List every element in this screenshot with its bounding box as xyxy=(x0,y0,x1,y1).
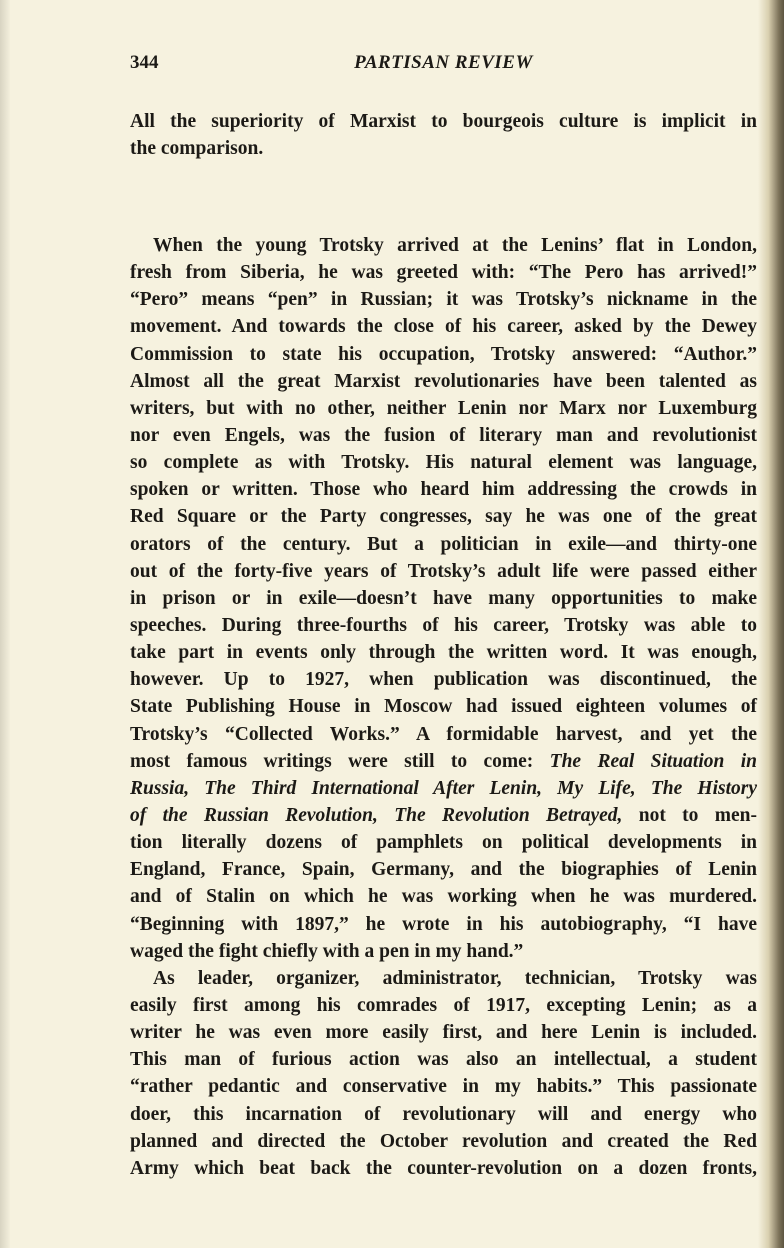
text-line xyxy=(130,612,757,639)
text-line xyxy=(130,259,757,286)
text-line xyxy=(130,368,757,395)
text-segment: nor even Engels, was the fusion of literary man and revolutionist xyxy=(130,424,757,446)
text-line xyxy=(130,992,757,1019)
text-line xyxy=(130,775,757,802)
text-segment: When the young Trotsky arrived at the Lenins’ flat in London, xyxy=(153,235,757,256)
text-line xyxy=(130,558,757,585)
text-segment: planned and directed the October revolution and created the Red xyxy=(130,1130,757,1152)
text-line xyxy=(130,503,757,530)
text-segment: take part in events only through the written word. It was enough, xyxy=(130,642,757,664)
page-binding-shadow xyxy=(758,0,784,1248)
italic-title-text: The Real Situation in xyxy=(549,750,757,772)
text-line xyxy=(130,721,757,748)
text-line xyxy=(130,395,757,422)
text-line xyxy=(130,1101,757,1128)
journal-title: PARTISAN REVIEW xyxy=(354,52,533,73)
text-line xyxy=(130,693,757,720)
text-segment: All the superiority of Marxist to bourgeois culture is implicit in xyxy=(130,111,757,132)
text-segment: the comparison. xyxy=(130,138,264,160)
text-segment: and of Stalin on which he was working when he was murdered. xyxy=(130,886,757,908)
text-segment: This man of furious action was also an intellectual, a student xyxy=(130,1049,757,1071)
text-segment: writer he was even more easily first, and here Lenin is included. xyxy=(130,1022,757,1044)
italic-title-text: of the Russian Revolution, The Revolution Betrayed, xyxy=(130,804,623,826)
text-line xyxy=(130,108,757,135)
text-line xyxy=(130,476,757,503)
text-line xyxy=(130,639,757,666)
text-segment: however. Up to 1927, when publication was discontinued, the xyxy=(130,669,757,691)
text-line xyxy=(130,666,757,693)
text-segment: out of the forty-five years of Trotsky’s adult life were passed either xyxy=(130,560,757,582)
text-segment: “rather pedantic and conservative in my habits.” This passionate xyxy=(130,1076,757,1098)
text-line xyxy=(130,965,757,992)
text-segment: Trotsky’s “Collected Works.” A formidable harvest, and yet the xyxy=(130,723,757,745)
text-segment: so complete as with Trotsky. His natural element was language, xyxy=(130,452,757,474)
text-segment: England, France, Spain, Germany, and the biographies of Lenin xyxy=(130,859,757,881)
text-line xyxy=(130,829,757,856)
text-line xyxy=(130,341,757,368)
text-segment: As leader, organizer, administrator, technician, Trotsky was xyxy=(153,967,757,989)
text-line xyxy=(130,585,757,612)
text-segment: in prison or in exile—doesn’t have many opportunities to make xyxy=(130,587,757,609)
text-segment: movement. And towards the close of his career, asked by the Dewey xyxy=(130,316,757,338)
text-line xyxy=(130,1155,757,1182)
text-segment: State Publishing House in Moscow had issued eighteen volumes of xyxy=(130,696,757,718)
text-line xyxy=(130,1073,757,1100)
text-line xyxy=(130,1046,757,1073)
text-line xyxy=(130,856,757,883)
text-line xyxy=(130,1128,757,1155)
text-segment: waged the fight chiefly with a pen in my hand.” xyxy=(130,940,524,962)
text-segment: “Pero” means “pen” in Russian; it was Trotsky’s nickname in the xyxy=(130,289,757,311)
intro-paragraph xyxy=(130,108,757,162)
text-line xyxy=(130,1019,757,1046)
text-line xyxy=(130,232,757,259)
text-segment: speeches. During three-fourths of his career, Trotsky was able to xyxy=(130,614,757,636)
text-segment: writers, but with no other, neither Lenin nor Marx nor Luxemburg xyxy=(130,397,757,419)
text-segment: most famous writings were still to come: xyxy=(130,750,550,772)
text-line xyxy=(130,286,757,313)
italic-title-text: Russia, The Third International After Lenin, My Life, The History xyxy=(130,777,757,799)
text-segment: Army which beat back the counter-revolution on a dozen fronts, xyxy=(130,1157,757,1179)
text-segment: doer, this incarnation of revolutionary will and energy who xyxy=(130,1103,757,1125)
text-line xyxy=(130,883,757,910)
text-segment: easily first among his comrades of 1917, excepting Lenin; as a xyxy=(130,994,757,1016)
text-line xyxy=(130,135,757,162)
text-segment: spoken or written. Those who heard him addressing the crowds in xyxy=(130,479,757,501)
text-segment: Commission to state his occupation, Trotsky answered: “Author.” xyxy=(130,343,757,365)
text-line xyxy=(130,911,757,938)
text-line xyxy=(130,748,757,775)
text-segment: Red Square or the Party congresses, say he was one of the great xyxy=(130,506,757,528)
text-line xyxy=(130,449,757,476)
text-segment: not to men- xyxy=(622,804,757,826)
text-segment: fresh from Siberia, he was greeted with: “The Pero has arrived!” xyxy=(130,262,757,284)
text-line xyxy=(130,313,757,340)
running-header xyxy=(130,52,757,80)
text-segment: tion literally dozens of pamphlets on political developments in xyxy=(130,832,757,854)
text-line xyxy=(130,802,757,829)
text-segment: orators of the century. But a politician in exile—and thirty-one xyxy=(130,533,757,555)
body-text xyxy=(130,232,757,1182)
page-left-edge xyxy=(0,0,10,1248)
page-number: 344 xyxy=(130,52,159,73)
text-line xyxy=(130,938,757,965)
text-line xyxy=(130,531,757,558)
text-segment: “Beginning with 1897,” he wrote in his autobiography, “I have xyxy=(130,913,757,935)
text-segment: Almost all the great Marxist revolutionaries have been talented as xyxy=(130,370,757,392)
text-line xyxy=(130,422,757,449)
